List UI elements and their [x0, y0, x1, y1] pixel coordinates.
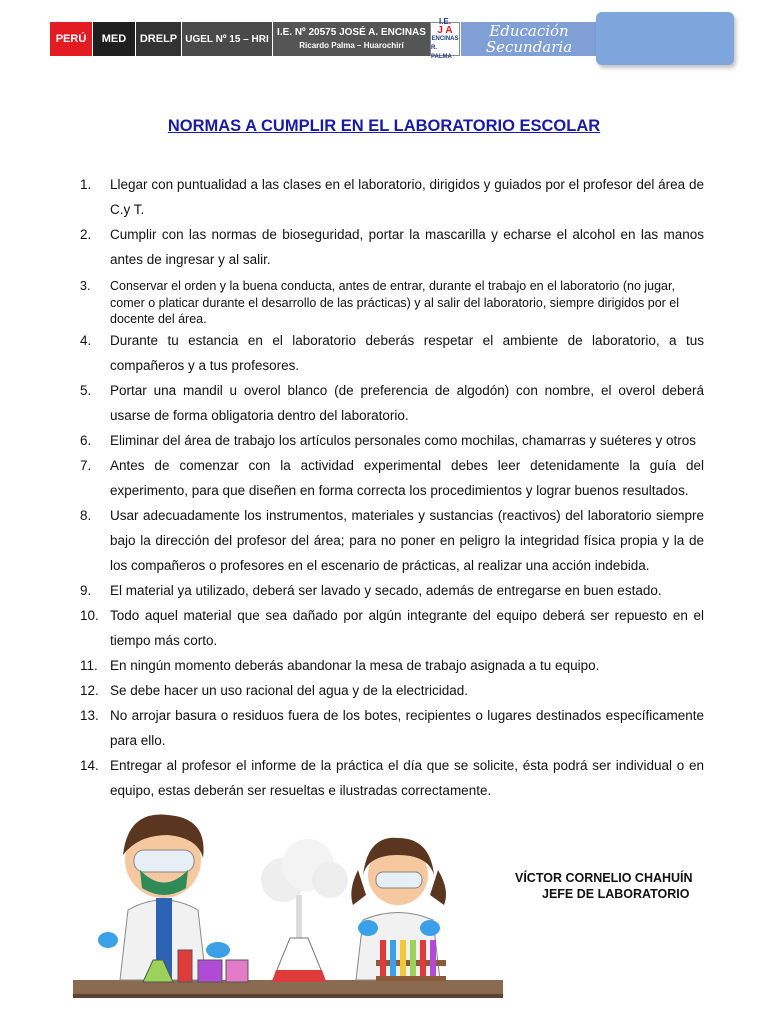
- signer-name: VÍCTOR CORNELIO CHAHUÍN: [515, 871, 693, 885]
- logo-line3: ENCINAS: [431, 35, 459, 42]
- rule-text: Se debe hacer un uso racional del agua y de la electricidad.: [110, 682, 468, 698]
- logo-top: I.E.: [438, 16, 451, 26]
- rule-item: [80, 453, 704, 503]
- rule-item: [80, 603, 704, 653]
- school-name-line: I.E. Nº 20575 JOSÉ A. ENCINAS: [277, 27, 426, 38]
- signer-role: JEFE DE LABORATORIO: [542, 887, 690, 901]
- rule-text: En ningún momento deberás abandonar la mesa de trabajo asignada a tu equipo.: [110, 657, 600, 673]
- rule-item: [80, 753, 704, 803]
- rule-number: 12.: [80, 682, 99, 698]
- school-location: Ricardo Palma – Huarochirí: [299, 41, 404, 50]
- school-name: [272, 22, 430, 56]
- rule-number: 1.: [80, 177, 92, 192]
- signature-block: [515, 870, 693, 902]
- rule-number: 14.: [80, 757, 99, 773]
- rule-number: 7.: [80, 457, 92, 473]
- med-label: MED: [92, 22, 135, 56]
- drelp-label: DRELP: [135, 22, 181, 56]
- rule-item: [80, 653, 704, 678]
- smoke-cloud: [261, 839, 348, 940]
- rule-text: Conservar el orden y la buena conducta, antes de entrar, durante el trabajo en el laboratorio (no jugar, comer o platicar durante el desarrollo de las prácticas) y al salir del laboratorio, siempre dirigidos por el docente del área.: [110, 279, 680, 326]
- rule-number: 6.: [80, 432, 92, 448]
- rule-text: Eliminar del área de trabajo los artículos personales como mochilas, chamarras y suéteres y otros: [110, 432, 697, 448]
- rule-item: [80, 172, 704, 222]
- rule-text: Llegar con puntualidad a las clases en el laboratorio, dirigidos y guiados por el profesor del área de C.y T.: [110, 177, 704, 217]
- rule-item: [80, 578, 704, 603]
- rules-list: [80, 172, 704, 803]
- lab-kids-illustration: [68, 800, 508, 1005]
- edu-line1: Educación: [489, 22, 569, 40]
- rule-item: [80, 703, 704, 753]
- rule-text: Portar una mandil u overol blanco (de preferencia de algodón) con nombre, el overol deberá usarse de forma obligatoria dentro del laboratorio.: [110, 382, 704, 423]
- rule-number: 13.: [80, 707, 99, 723]
- rule-text: Antes de comenzar con la actividad experimental debes leer detenidamente la guía del experimento, para que diseñen en forma correcta los procedimientos y lograr buenos resultados.: [110, 457, 704, 498]
- rule-text: Durante tu estancia en el laboratorio deberás respetar el ambiente de laboratorio, a tus compañeros y a tus profesores.: [110, 332, 704, 373]
- rule-item: [80, 278, 704, 328]
- rule-item: [80, 222, 704, 272]
- document-title: NORMAS A CUMPLIR EN EL LABORATORIO ESCOLAR: [167, 117, 601, 135]
- education-level-banner: [460, 22, 597, 56]
- blue-decorative-box: [596, 12, 734, 65]
- rule-number: 8.: [80, 507, 92, 523]
- rule-text: Entregar al profesor el informe de la práctica el día que se solicite, ésta podrá ser individual o en equipo, estas deberán ser resueltas e ilustradas correctamente.: [110, 757, 704, 798]
- institution-header: [50, 16, 597, 60]
- boy-figure: [98, 815, 230, 981]
- rule-number: 9.: [80, 582, 92, 598]
- rule-item: [80, 678, 704, 703]
- rule-number: 10.: [80, 607, 99, 623]
- rule-item: [80, 503, 704, 578]
- ugel-label: UGEL Nº 15 – HRI: [181, 22, 272, 56]
- rule-number: 2.: [80, 227, 92, 242]
- rule-text: No arrojar basura o residuos fuera de los botes, recipientes o lugares destinados específicamente para ello.: [110, 707, 704, 748]
- rule-number: 11.: [80, 657, 98, 673]
- rule-number: 3.: [80, 279, 91, 293]
- logo-line4: R. PALMA: [431, 44, 452, 60]
- rule-text: Usar adecuadamente los instrumentos, materiales y sustancias (reactivos) del laboratorio siempre bajo la dirección del profesor del área; para no poner en peligro la integridad física propia y la de los compañeros o profesores en el escenario de prácticas, al realizar una acción indebida.: [110, 507, 704, 573]
- rule-text: Todo aquel material que sea dañado por algún integrante del equipo deberá ser repuesto en el tiempo más corto.: [110, 607, 704, 648]
- rule-number: 4.: [80, 332, 92, 348]
- rule-number: 5.: [80, 382, 92, 398]
- peru-label: PERÚ: [50, 22, 92, 56]
- edu-line2: Secundaria: [485, 38, 573, 56]
- school-logo: [430, 16, 460, 60]
- rule-text: El material ya utilizado, deberá ser lavado y secado, además de entregarse en buen estado.: [110, 582, 662, 598]
- rule-text: Cumplir con las normas de bioseguridad, portar la mascarilla y echarse el alcohol en las manos antes de ingresar y al salir.: [110, 227, 704, 267]
- rule-item: [80, 328, 704, 378]
- rule-item: [80, 378, 704, 428]
- rule-item: [80, 428, 704, 453]
- logo-initials: J A: [437, 24, 453, 36]
